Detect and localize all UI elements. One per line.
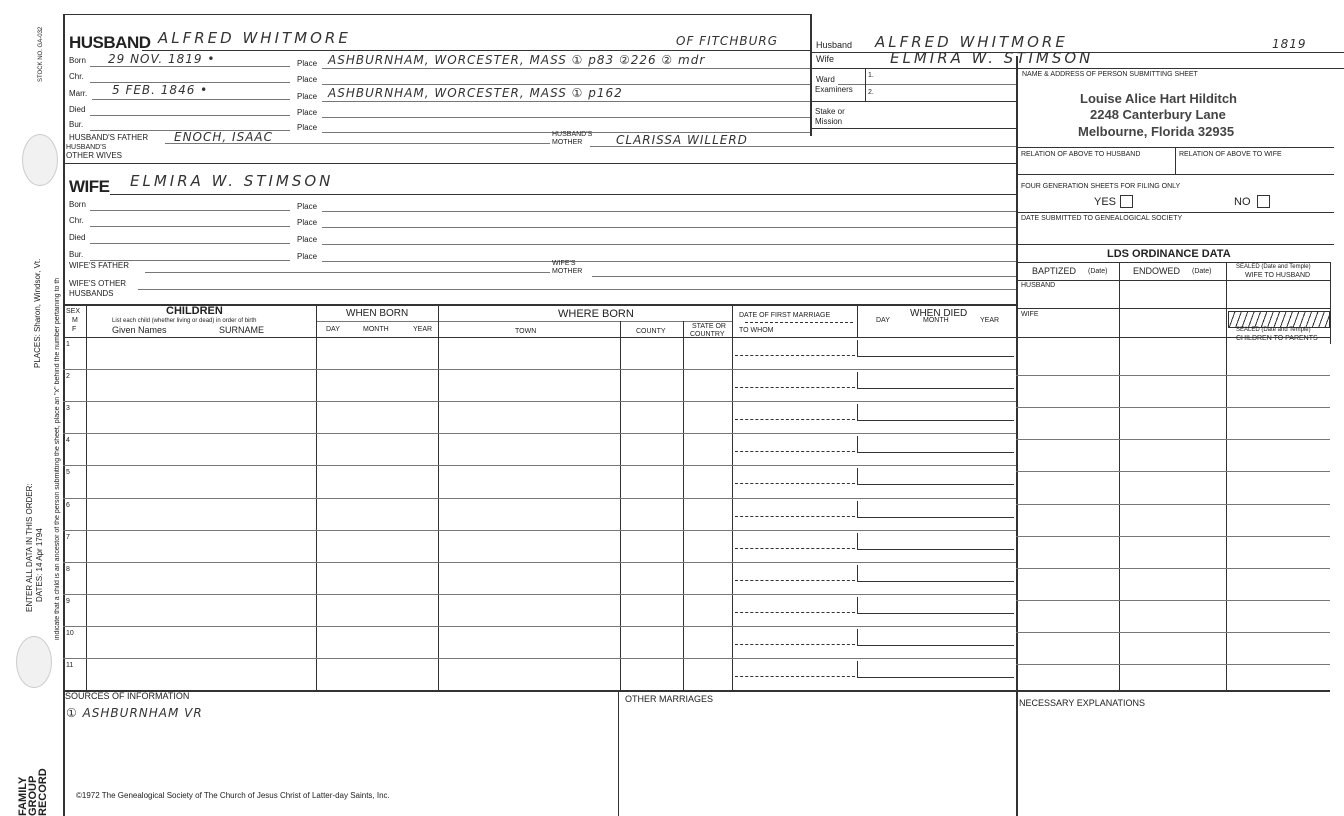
record-wife-name: ELMIRA W. STIMSON	[890, 49, 1094, 67]
side-stock-no: STOCK NO. GA-032	[38, 26, 44, 82]
child-row-number: 1	[66, 341, 70, 348]
child-row-number: 3	[66, 405, 70, 413]
husband-residence: OF FITCHBURG	[676, 34, 778, 48]
marriage-date: 5 FEB. 1846 •	[112, 83, 209, 97]
lds-title: LDS ORDINANCE DATA	[1107, 248, 1231, 260]
four-gen-no-checkbox[interactable]	[1257, 195, 1270, 208]
sources-label: SOURCES OF INFORMATION	[65, 691, 190, 701]
wifes-other-husbands-label: WIFE'S OTHER	[69, 279, 127, 288]
sealed-hatch	[1228, 311, 1330, 328]
punch-hole-bottom	[16, 636, 52, 688]
child-row-number: 6	[66, 501, 70, 509]
frame-mid	[810, 14, 812, 136]
chr-label: Chr.	[69, 72, 84, 81]
side-form-title: FAMILY GROUP RECORD	[17, 768, 49, 816]
sources-entry: ① ASHBURNHAM VR	[66, 706, 203, 720]
husband-born-date: 29 NOV. 1819 •	[108, 52, 216, 66]
husbands-father-label: HUSBAND'S FATHER	[69, 133, 149, 142]
marr-label: Marr.	[69, 89, 88, 98]
record-husband-name: ALFRED WHITMORE	[875, 33, 1068, 51]
explanations-label: NECESSARY EXPLANATIONS	[1019, 698, 1146, 708]
child-row-number: 4	[66, 437, 70, 445]
frame-right-col	[1016, 56, 1018, 816]
four-gen-yes-checkbox[interactable]	[1120, 195, 1133, 208]
submitter-street: 2248 Canterbury Lane	[1090, 107, 1226, 122]
punch-hole-top	[22, 134, 58, 186]
died-label: Died	[69, 105, 86, 114]
other-marriages-label: OTHER MARRIAGES	[625, 694, 714, 704]
record-husband-year: 1819	[1272, 37, 1307, 51]
side-instructions: indicate that a child is an ancestor of the person submitting the sheet, place an "x" behind the number pertaining to th	[54, 277, 61, 640]
children-header: CHILDREN	[166, 305, 223, 317]
submitter-label: NAME & ADDRESS OF PERSON SUBMITTING SHEET	[1022, 71, 1198, 78]
bur-label: Bur.	[69, 120, 84, 129]
child-row-number: 5	[66, 469, 70, 477]
side-dates: DATES: 14 Apr 1794	[35, 528, 44, 602]
child-row-number: 8	[66, 565, 70, 573]
wifes-father-label: WIFE'S FATHER	[69, 261, 130, 270]
side-enter-all: ENTER ALL DATA IN THIS ORDER:	[25, 483, 34, 612]
child-row-number: 2	[66, 373, 70, 381]
copyright: ©1972 The Genealogical Society of The Church of Jesus Christ of Latter-day Saints, Inc.	[76, 791, 390, 800]
child-row-number: 9	[66, 597, 70, 605]
side-places: PLACES: Sharon, Windsor, Vt.	[33, 258, 42, 368]
frame-top	[63, 14, 810, 15]
child-row-number: 7	[66, 533, 70, 541]
other-wives-label: OTHER WIVES	[66, 151, 123, 160]
husband-born-place: ASHBURNHAM, WORCESTER, MASS ① p83 ②226 ② mdr	[328, 53, 706, 67]
marriage-place: ASHBURNHAM, WORCESTER, MASS ① p162	[328, 86, 623, 100]
wife-label: WIFE	[69, 177, 110, 196]
child-row-number: 11	[66, 662, 74, 669]
husband-label: HUSBAND	[69, 33, 151, 52]
husbands-father: ENOCH, ISAAC	[174, 130, 273, 144]
born-label: Born	[69, 56, 86, 65]
husband-name: ALFRED WHITMORE	[158, 29, 351, 47]
wife-name: ELMIRA W. STIMSON	[130, 172, 334, 190]
child-row-number: 10	[66, 629, 74, 637]
husbands-mother: CLARISSA WILLERD	[616, 133, 748, 147]
submitter-city: Melbourne, Florida 32935	[1078, 124, 1235, 139]
submitter-name: Louise Alice Hart Hilditch	[1080, 91, 1237, 106]
